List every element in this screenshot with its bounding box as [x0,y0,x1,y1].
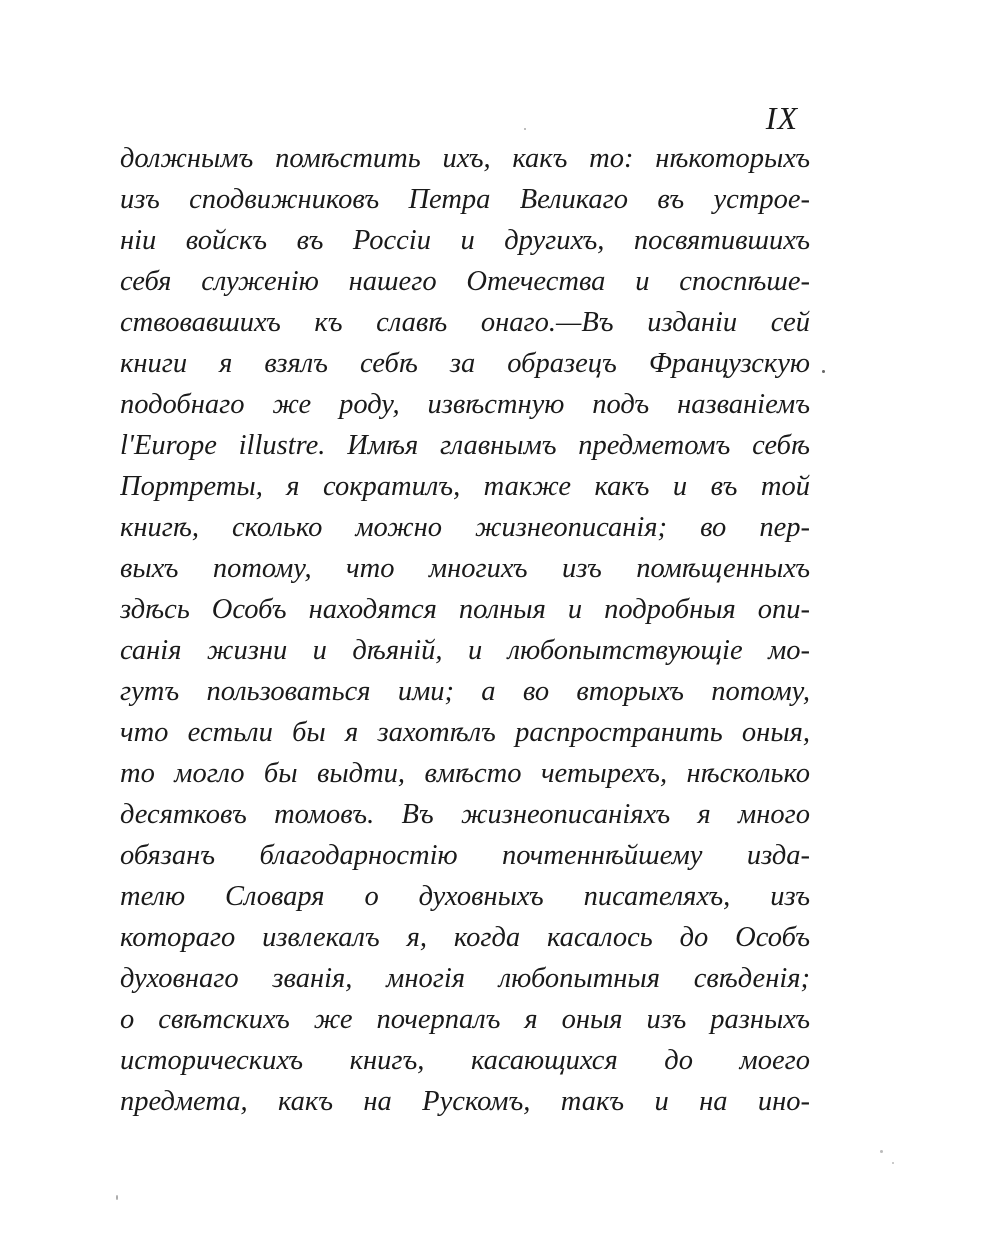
text-line: выхъ потому, что многихъ изъ помѣщенныхъ [120,553,810,584]
body-text [120,138,810,1122]
text-line: Портреты, я сократилъ, также какъ и въ той [120,471,810,502]
text-line: о свѣтскихъ же почерпалъ я оныя изъ разныхъ [120,1004,810,1035]
text-line: нiи войскъ въ Россiи и другихъ, посвятившихъ [120,225,810,256]
text-line: то могло бы выдти, вмѣсто четырехъ, нѣсколько [120,758,810,789]
text-line: предмета, какъ на Рускомъ, такъ и на ино- [120,1086,810,1117]
scan-speck [524,128,526,130]
text-line: книги я взялъ себѣ за образецъ Французскую [120,348,810,379]
text-line: санiя жизни и дѣянiй, и любопытствующiе мо- [120,635,810,666]
scan-speck [822,370,825,373]
page-number: IX [765,100,798,136]
text-line: подобнаго же роду, извѣстную подъ названiемъ [120,389,810,420]
text-line: изъ сподвижниковъ Петра Великаго въ устрое- [120,184,810,215]
text-line: l'Europe illustre. Имѣя главнымъ предметомъ себѣ [120,430,810,461]
text-line: духовнаго званiя, многiя любопытныя свѣденiя; [120,963,810,994]
text-line: историческихъ книгъ, касающихся до моего [120,1045,810,1076]
text-line: здѣсь Особъ находятся полныя и подробныя опи- [120,594,810,625]
text-line: ствовавшихъ къ славѣ онаго.—Въ изданiи сей [120,307,810,338]
text-line: себя служенiю нашего Отечества и споспѣше- [120,266,810,297]
text-line: телю Словаря о духовныхъ писателяхъ, изъ [120,881,810,912]
text-line: гутъ пользоваться ими; а во вторыхъ потому, [120,676,810,707]
scan-speck [116,1195,118,1200]
text-line: обязанъ благодарностiю почтеннѣйшему изда- [120,840,810,871]
text-line: что естьли бы я захотѣлъ распространить оныя, [120,717,810,748]
text-line: книгѣ, сколько можно жизнеописанiя; во пер- [120,512,810,543]
scan-speck [892,1162,894,1164]
text-line: десятковъ томовъ. Въ жизнеописанiяхъ я много [120,799,810,830]
scan-speck [880,1150,883,1153]
text-line: должнымъ помѣстить ихъ, какъ то: нѣкоторыхъ [120,143,810,174]
text-line: котораго извлекалъ я, когда касалось до Особъ [120,922,810,953]
